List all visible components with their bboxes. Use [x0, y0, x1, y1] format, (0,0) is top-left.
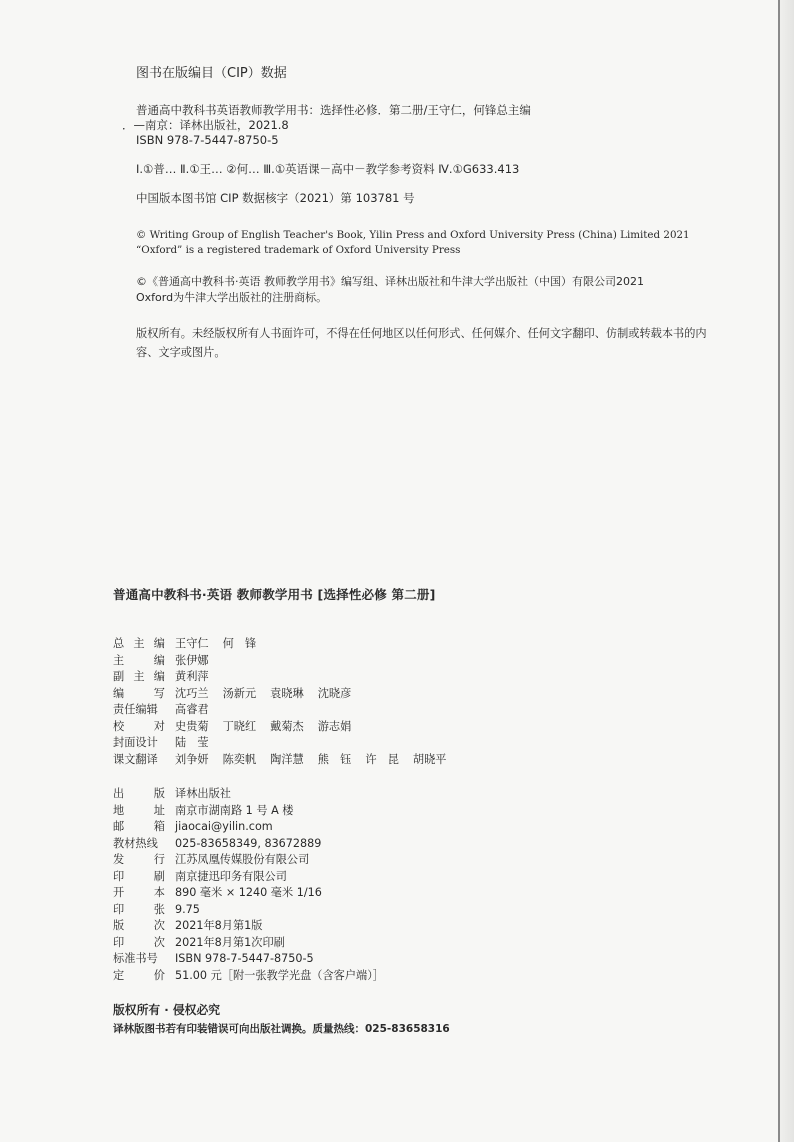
- row-label: [113, 885, 165, 902]
- label-char: 标准书号: [113, 952, 158, 965]
- label-char: 址: [153, 803, 165, 817]
- label-char: 主: [133, 637, 145, 650]
- credit-name: 熊 钰: [317, 752, 352, 766]
- credit-names: [175, 653, 223, 670]
- credit-name: 胡晓平: [412, 752, 447, 766]
- publishing-value: 890 毫米 × 1240 毫米 1/16: [175, 886, 322, 899]
- publishing-value: 025-83658349, 83672889: [175, 836, 322, 850]
- credit-name: 沈巧兰: [175, 686, 209, 700]
- credit-names: [175, 719, 365, 736]
- credit-names: [175, 636, 270, 653]
- label-char: 印: [113, 935, 125, 949]
- label-char: 邮: [113, 820, 125, 833]
- credit-name: 戴菊杰: [270, 719, 304, 733]
- cip-block: [122, 62, 726, 362]
- row-label: [113, 803, 165, 820]
- label-char: 副: [113, 670, 125, 683]
- copyright-cn-line-1: ©《普通高中教科书·英语 教师教学用书》编写组、译林出版社和牛津大学出版社（中国）有限公司2021: [136, 275, 644, 288]
- credit-names: [175, 669, 223, 686]
- row-label: [113, 735, 165, 752]
- label-char: 次: [153, 935, 165, 949]
- row-label: [113, 636, 165, 653]
- publishing-value: 9.75: [175, 902, 200, 916]
- label-char: 价: [153, 968, 165, 982]
- credit-name: 丁晓红: [222, 719, 257, 733]
- label-char: 印: [113, 869, 125, 883]
- credit-name: 陆 莹: [175, 736, 209, 749]
- publishing-row: [113, 852, 713, 869]
- label-char: 总: [113, 637, 125, 650]
- label-char: 发: [113, 853, 125, 866]
- cip-line-2: ．—南京：译林出版社，2021.8: [122, 118, 289, 132]
- publishing-row: [113, 803, 713, 820]
- label-char: 箱: [153, 820, 165, 833]
- label-char: 印: [113, 902, 125, 916]
- label-char: 教材热线: [113, 836, 158, 850]
- label-char: 写: [153, 686, 165, 700]
- label-char: 本: [153, 886, 165, 899]
- row-label: [113, 752, 165, 769]
- publishing-row: [113, 786, 713, 803]
- credit-name: 游志娟: [317, 719, 352, 733]
- credit-name: 许 昆: [365, 752, 399, 766]
- credit-row: [113, 735, 713, 752]
- label-char: 次: [153, 919, 165, 932]
- copyright-notice: 版权所有。未经版权所有人书面许可，不得在任何地区以任何形式、任何媒介、任何文字翻印、仿制或转载本书的内容、文字或图片。: [136, 327, 707, 359]
- label-char: 校: [113, 719, 125, 733]
- credit-name: 张伊娜: [175, 653, 209, 667]
- credit-name: 史贵菊: [175, 719, 209, 733]
- page-edge-line: [778, 0, 780, 1142]
- copyright-en-line-2: “Oxford” is a registered trademark of Oxford University Press: [136, 244, 461, 256]
- publishing-list: [113, 786, 713, 984]
- label-char: 出: [113, 787, 125, 800]
- credit-row: [113, 702, 713, 719]
- row-label: [113, 702, 165, 719]
- label-char: 主: [133, 670, 145, 683]
- book-info: [113, 585, 713, 1038]
- label-char: 行: [153, 853, 165, 866]
- label-char: 编: [153, 670, 165, 683]
- publishing-row: [113, 902, 713, 919]
- credit-row: [113, 653, 713, 670]
- credit-name: 汤新元: [222, 686, 257, 700]
- publishing-row: [113, 968, 713, 985]
- publishing-value: 江苏凤凰传媒股份有限公司: [175, 853, 310, 866]
- credit-row: [113, 669, 713, 686]
- label-char: 刷: [153, 869, 165, 883]
- copyright-en-line-1: © Writing Group of English Teacher's Book, Yilin Press and Oxford University Press (China) Limited 2021: [136, 229, 690, 241]
- publishing-row: [113, 885, 713, 902]
- label-char: 主: [113, 653, 125, 667]
- row-label: [113, 968, 165, 985]
- credit-name: 陈奕帆: [222, 752, 257, 766]
- label-char: 版: [153, 787, 165, 800]
- credit-row: [113, 636, 713, 653]
- publishing-value: 51.00 元［附一张教学光盘（含客户端）］: [175, 968, 384, 982]
- credit-name: 高睿君: [175, 703, 209, 716]
- publishing-row: [113, 918, 713, 935]
- rights-note: 译林版图书若有印装错误可向出版社调换。质量热线：025-83658316: [113, 1023, 450, 1035]
- credit-name: 何 锋: [222, 637, 257, 650]
- publishing-row: [113, 951, 713, 968]
- label-char: 定: [113, 968, 125, 982]
- credit-names: [175, 735, 223, 752]
- row-label: [113, 836, 165, 853]
- row-label: [113, 669, 165, 686]
- row-label: [113, 819, 165, 836]
- publishing-row: [113, 935, 713, 952]
- cip-isbn: ISBN 978-7-5447-8750-5: [136, 133, 279, 147]
- row-label: [113, 869, 165, 886]
- copyright-cn-line-2: Oxford为牛津大学出版社的注册商标。: [136, 291, 328, 304]
- row-label: [113, 786, 165, 803]
- page-edge-shadow: [780, 0, 794, 1142]
- label-char: 课文翻译: [113, 752, 158, 766]
- row-label: [113, 918, 165, 935]
- credit-names: [175, 686, 365, 703]
- row-label: [113, 902, 165, 919]
- publishing-row: [113, 836, 713, 853]
- cip-record-number: 中国版本图书馆 CIP 数据核字（2021）第 103781 号: [136, 191, 415, 205]
- credit-name: 陶洋慧: [270, 752, 304, 766]
- label-char: 地: [113, 803, 125, 817]
- credit-name: 袁晓琳: [270, 686, 304, 700]
- publishing-row: [113, 869, 713, 886]
- publishing-value: 2021年8月第1次印刷: [175, 935, 285, 949]
- label-char: 责任编辑: [113, 703, 158, 716]
- publishing-value: 南京市湖南路 1 号 A 楼: [175, 803, 294, 817]
- credit-name: 沈晓彦: [317, 686, 352, 700]
- cip-classification: Ⅰ.①普… Ⅱ.①王… ②何… Ⅲ.①英语课－高中－教学参考资料 Ⅳ.①G633.413: [136, 162, 520, 176]
- credit-names: [175, 702, 223, 719]
- credit-name: 王守仁: [175, 637, 209, 650]
- label-char: 编: [153, 653, 165, 667]
- row-label: [113, 653, 165, 670]
- publishing-value: jiaocai@yilin.com: [175, 820, 273, 833]
- label-char: 封面设计: [113, 736, 158, 749]
- credit-name: 黄利萍: [175, 670, 209, 683]
- row-label: [113, 686, 165, 703]
- credit-row: [113, 752, 713, 769]
- cip-line-1: 普通高中教科书英语教师教学用书：选择性必修．第二册/王守仁，何锋总主编: [136, 103, 531, 117]
- credit-row: [113, 686, 713, 703]
- label-char: 对: [153, 719, 165, 733]
- publishing-value: 2021年8月第1版: [175, 919, 263, 932]
- label-char: 版: [113, 919, 125, 932]
- row-label: [113, 951, 165, 968]
- row-label: [113, 852, 165, 869]
- credits-list: [113, 636, 713, 768]
- cip-title: 图书在版编目（CIP）数据: [136, 66, 287, 81]
- label-char: 编: [113, 686, 125, 700]
- rights-title: 版权所有 · 侵权必究: [113, 1003, 221, 1017]
- book-title: 普通高中教科书·英语 教师教学用书 [选择性必修 第二册]: [113, 587, 436, 602]
- credit-name: 刘争妍: [175, 752, 209, 766]
- publishing-row: [113, 819, 713, 836]
- label-char: 张: [153, 902, 165, 916]
- label-char: 编: [153, 637, 165, 650]
- label-char: 开: [113, 886, 125, 899]
- credit-row: [113, 719, 713, 736]
- row-label: [113, 935, 165, 952]
- publishing-value: 南京捷迅印务有限公司: [175, 869, 287, 883]
- publishing-value: 译林出版社: [175, 787, 231, 800]
- publishing-value: ISBN 978-7-5447-8750-5: [175, 952, 314, 965]
- credit-names: [175, 752, 460, 769]
- row-label: [113, 719, 165, 736]
